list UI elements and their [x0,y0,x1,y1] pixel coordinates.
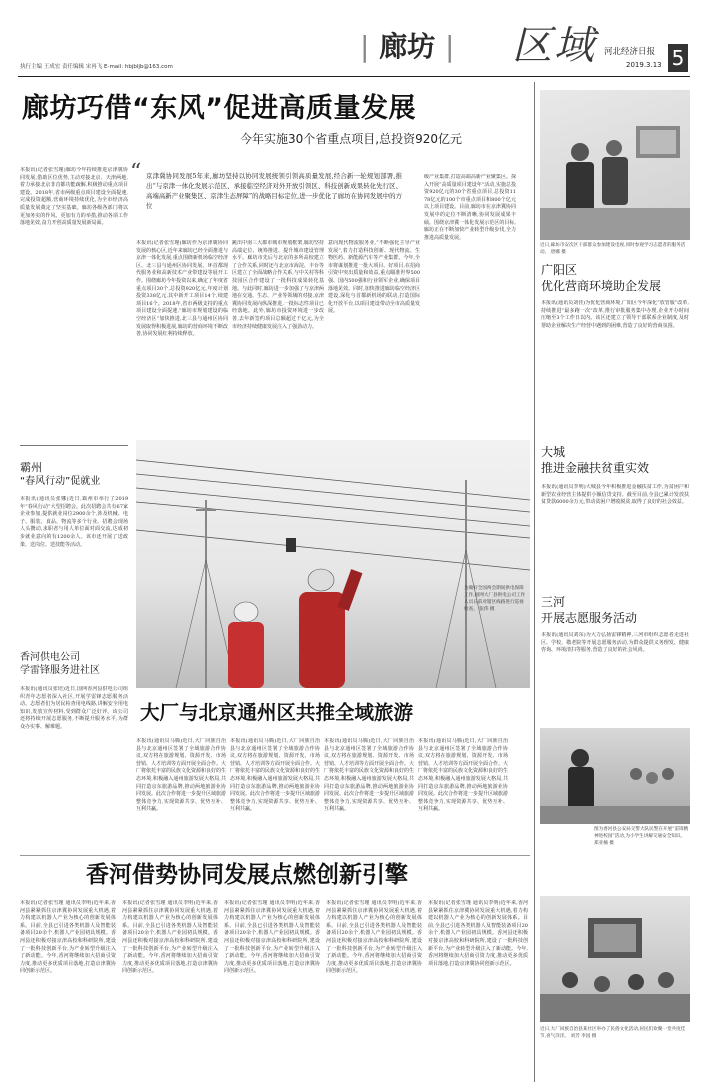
story3-col-1: 本报讯(记者张雪瑾 通讯员李明)近年来,香河县紧紧抓住京津冀协同发展重大机遇,着力构建以机器人产业为核心的创新发展体系。目前,全县已引进各类机器人及智能装备项目20余个,机器人产业园初具规模。香河县还积极对接京津高校和科研院所,建设了一批科技创新平台,为产业转型升级注入了新动能。今年,香河将继续加大招商引资力度,推动更多优质项目落地,打造京津冀协同创新示范区。 [20,900,116,975]
paper-name: 河北经济日报 [604,47,656,57]
office-scene-illustration [540,90,690,240]
story3-col-3: 本报讯(记者张雪瑾 通讯员李明)近年来,香河县紧紧抓住京津冀协同发展重大机遇,着力构建以机器人产业为核心的创新发展体系。目前,全县已引进各类机器人及智能装备项目20余个,机器人产业园初具规模。香河县还积极对接京津高校和科研院所,建设了一批科技创新平台,为产业转型升级注入了新动能。今年,香河将继续加大招商引资力度,推动更多优质项目落地,打造京津冀协同创新示范区。 [224,900,320,975]
left-s2-title: 香河供电公司 [20,652,80,663]
story2-headline: 大厂与北京通州区共推全域旅游 [140,701,414,724]
main-col-1: 本报讯(记者张雪瑾)廊坊作为京津冀协同发展的核心区,近年来廊坊已经全面推进与京津一体化发展,重点围绕新机场临空经济区、北三县与通州区协同发展、环首都现代服务业和高新技术产业带建设等展开工作。围绕廊坊今年投资以来,确定了年度省重点项目30个,总投资920亿元,年度计划投资338亿元,其中新开工项目14个,续建项目16个。2018年,省市两级支持的重点项目建设全面提速,“廊坊市规划建设的临空经济区”加快推进,北三县与通州区协同发展取得积极进展,廊坊的营商环境不断改善,协同发展红利持续释放。 [136,240,228,338]
right-photo-1-caption: 近日,廊坊市安次区干部群众参加建设电视,同时参观学习志愿者的服务活动。 唐娜 摄 [540,243,686,255]
left-intro-text: 本报讯(记者张雪瑾)廊坊今年持续推进京津冀协同发展,借助区位优势,主动对接北京、天津两地,着力承接北京非首都功能疏解,积极推动重点项目建设。2018年,省市两级重点项目建设全面提速,完成投资超额,营商环境持续优化,为全市经济高质量发展奠定了坚实基础。廊坊各级各部门将以更加务实的作风、更加有力的举措,推动各项工作落地见效,奋力开创高质量发展新局面。 [20,167,128,227]
center-photo-caption: 为做好全国两会期间供电保障工作,国网大厂县供电公司工作人员日前对辖区线路进行巡视检查。 张伟 摄 [464,586,526,612]
right-photo-2-caption: 图为香河县公安局交警大队民警在开展“雷锋精神进校园”活动,为小学生讲解交通安全知识。 郑亚楠 摄 [594,827,689,846]
main-col-4: 级产业集群,打造高端高新产业聚集区。探入开展“高质量项目建设年”活动,实施总投资920亿元的30个省重点项目,总投资1178亿元的100个市重点项目和800个亿元以上项目建设。目前,廊坊市在京津冀协同发展中的定位不断清晰,协同发展成果丰硕。围绕京津冀一体化发展示范区的目标,廊坊正在不断加快产业转型升级步伐,全力推进高质量发展。 [424,174,516,241]
quote-mark: “ [130,160,142,185]
story3-col-2: 本报讯(记者张雪瑾 通讯员李明)近年来,香河县紧紧抓住京津冀协同发展重大机遇,着力构建以机器人产业为核心的创新发展体系。目前,全县已引进各类机器人及智能装备项目20余个,机器人产业园初具规模。香河县还积极对接京津高校和科研院所,建设了一批科技创新平台,为产业转型升级注入了新动能。今年,香河将继续加大招商引资力度,推动更多优质项目落地,打造京津冀协同创新示范区。 [122,900,218,975]
story3-col-4: 本报讯(记者张雪瑾 通讯员李明)近年来,香河县紧紧抓住京津冀协同发展重大机遇,着力构建以机器人产业为核心的创新发展体系。目前,全县已引进各类机器人及智能装备项目20余个,机器人产业园初具规模。香河县还积极对接京津高校和科研院所,建设了一批科技创新平台,为产业转型升级注入了新动能。今年,香河将继续加大招商引资力度,推动更多优质项目落地,打造京津冀协同创新示范区。 [326,900,422,975]
right-s3-text: 本报讯(通讯员刘东)为大力弘扬雷锋精神,三河市组织志愿者走进社区、学校、敬老院等开展志愿服务活动,为群众提供义务理发、健康咨询、环境清扫等服务,营造了良好的社会风尚。 [541,632,689,654]
right-column-divider [534,82,535,1082]
left-s2-text: 本报讯(通讯员张培)近日,国网香河县供电公司组织青年志愿者深入社区,开展学雷锋志愿服务活动。志愿者们为居民检查用电线路,讲解安全用电知识,发放宣传材料,受到群众广泛好评。该公司还将持续开展志愿服务,不断提升服务水平,为群众办实事、解难题。 [20,686,128,730]
story2-col-2: 本报讯(通讯员马腾)近日,大厂回族自治县与北京通州区签署了全域旅游合作协议,双方将在旅游规划、资源开发、市场营销、人才培训等方面开展全面合作。大厂将依托丰富的民族文化资源和良好的生态环境,积极融入通州旅游发展大格局,共同打造京东旅游品牌,推动两地旅游业协同发展。此次合作将进一步提升区域旅游整体竞争力,实现资源共享、优势互补、互利共赢。 [230,738,320,813]
story2-col-3: 本报讯(通讯员马腾)近日,大厂回族自治县与北京通州区签署了全域旅游合作协议,双方将在旅游规划、资源开发、市场营销、人才培训等方面开展全面合作。大厂将依托丰富的民族文化资源和良好的生态环境,积极融入通州旅游发展大格局,共同打造京东旅游品牌,推动两地旅游业协同发展。此次合作将进一步提升区域旅游整体竞争力,实现资源共享、优势互补、互利共赢。 [324,738,414,813]
right-photo-2 [540,728,690,824]
main-col-2: 跳出中南三大都市城市规划框架,廊坊坚持高端定位、统筹推进、提升城市建设管理水平。廊坊市先后与北京的多所高校建立了合作关系,同时还与北京市海淀、丰台等区建立了全面战略合作关系,与中关村等科技园区合作建设了一批科技成果转化基地。与此同时,廊坊进一步加强了与京津两地在交通、生态、产业等领域的对接,京津冀协同发展向纵深推进,一批标志性项目已经落地。此外,廊坊市投资环境进一步改善,去年新签约项目总额超过千亿元,为全市经济持续健康发展注入了强劲动力。 [232,240,324,330]
header-rule [18,76,690,77]
left-s1-sub: “春风行动”促就业 [20,476,101,487]
issue-date: 2019.3.13 [626,61,662,69]
right-s3-title: 三河 [541,595,566,609]
page-number: 5 [668,44,688,72]
story3-headline: 香河借势协同发展点燃创新引擎 [86,862,408,888]
right-photo-1 [540,90,690,240]
main-col-3: 意向现代物流服务业,“不断强化主导产业发展”,着力打造科技创新、现代物流、生物医药、新能源汽车等产业集群。今年,全市将谋划推进一批大项目、好项目,在招商引资中突出质量和效益,重点瞄准世界500强、国内500强和行业领军企业,确保项目落地见效。同时,加快推进廊坊临空经济区建设,深化与首都新机场的联动,打造国际化开放平台,以项目建设带动全市高质量发展。 [328,240,420,315]
region-name: 廊坊 [379,30,436,63]
right-photo-3-caption: 近日,大厂回族自治县某社区举办了民俗文化活动,居民们欢聚一堂共度佳节,喜气洋洋。 刘芳 李园 摄 [540,1027,686,1039]
right-s1-text: 本报讯(通讯员刘佳)为优化营商环境,广阳区今年深化“放管服”改革,持续推进“最多跑一次”改革,推行审批服务集中办理,企业开办时间压缩至3个工作日以内。该区还建立了领导干部联系企业制度,及时帮助企业解决生产经营中遇到的困难,营造了良好的营商氛围。 [541,300,689,329]
editor-line: 执行主编 王成宏 责任编辑 宋再飞 E-mail: hbjbljb@163.com [20,64,173,70]
story2-col-4: 本报讯(通讯员马腾)近日,大厂回族自治县与北京通州区签署了全域旅游合作协议,双方将在旅游规划、资源开发、市场营销、人才培训等方面开展全面合作。大厂将依托丰富的民族文化资源和良好的生态环境,积极融入通州旅游发展大格局,共同打造京东旅游品牌,推动两地旅游业协同发展。此次合作将进一步提升区域旅游整体竞争力,实现资源共享、优势互补、互利共赢。 [418,738,508,813]
police-classroom-illustration [540,728,690,824]
right-s2-text: 本报讯(通讯员李明)大城县今年积极推进金融扶贫工作,为贫困户和新型农业经营主体提供小额信贷支持。截至目前,全县已累计发放扶贫贷款6000余万元,带动贫困户增收脱贫,取得了良好的社会效益。 [541,484,689,506]
right-s1-title-a: 广阳区 [541,263,578,277]
story3-rule [20,855,530,856]
main-headline: 廊坊巧借“东风”促进高质量发展 [22,93,416,124]
right-s1-title-b: 优化营商环境助企发展 [541,279,662,293]
section-logo: 区域 [512,23,596,69]
right-s2-title-b: 推进金融扶贫重实效 [541,461,650,475]
quote-box: 京津冀协同发展5年来,廊坊坚持以协同发展统领引领高质量发展,经合新一轮规划部署,推出“与京津一体化发展示范区、承接临空经济对外开放引领区、科技创新成果转化先行区、高端高新产业聚集区、京津生态屏障”的战略目标定位,进一步优化了廊坊在协同发展中的方位 [146,172,402,210]
main-subhead: 今年实施30个省重点项目,总投资920亿元 [240,132,462,146]
story3-col-5: 本报讯(记者张雪瑾 通讯员李明)近年来,香河县紧紧抓住京津冀协同发展重大机遇,着力构建以机器人产业为核心的创新发展体系。目前,全县已引进各类机器人及智能装备项目20余个,机器人产业园初具规模。香河县还积极对接京津高校和科研院所,建设了一批科技创新平台,为产业转型升级注入了新动能。今年,香河将继续加大招商引资力度,推动更多优质项目落地,打造京津冀协同创新示范区。 [428,900,528,967]
folk-festival-illustration [540,896,690,1022]
left-divider [20,445,128,446]
story2-col-1: 本报讯(通讯员马腾)近日,大厂回族自治县与北京通州区签署了全域旅游合作协议,双方将在旅游规划、资源开发、市场营销、人才培训等方面开展全面合作。大厂将依托丰富的民族文化资源和良好的生态环境,积极融入通州旅游发展大格局,共同打造京东旅游品牌,推动两地旅游业协同发展。此次合作将进一步提升区域旅游整体竞争力,实现资源共享、优势互补、互利共赢。 [136,738,226,813]
left-s2-sub: 学雷锋服务进社区 [20,665,100,676]
left-s1-text: 本报讯(通讯员张娜)近日,霸州市举行了2019年“春风行动”大型招聘会。此次招聘会共有67家企业参加,提供就业岗位2900余个,涉及机械、电子、服装、食品、物流等多个行业。招聘会现场人头攒动,求职者与用人单位面对面交流,达成初步就业意向的有1200余人。该市还开展了送政策、送岗位、送技能等活动。 [20,496,128,548]
region-title: | 廊坊 | [360,30,455,63]
right-s2-title-a: 大城 [541,445,566,459]
right-photo-3 [540,896,690,1022]
right-s3-sub: 开展志愿服务活动 [541,611,638,625]
left-s1-title: 霸州 [20,461,42,474]
